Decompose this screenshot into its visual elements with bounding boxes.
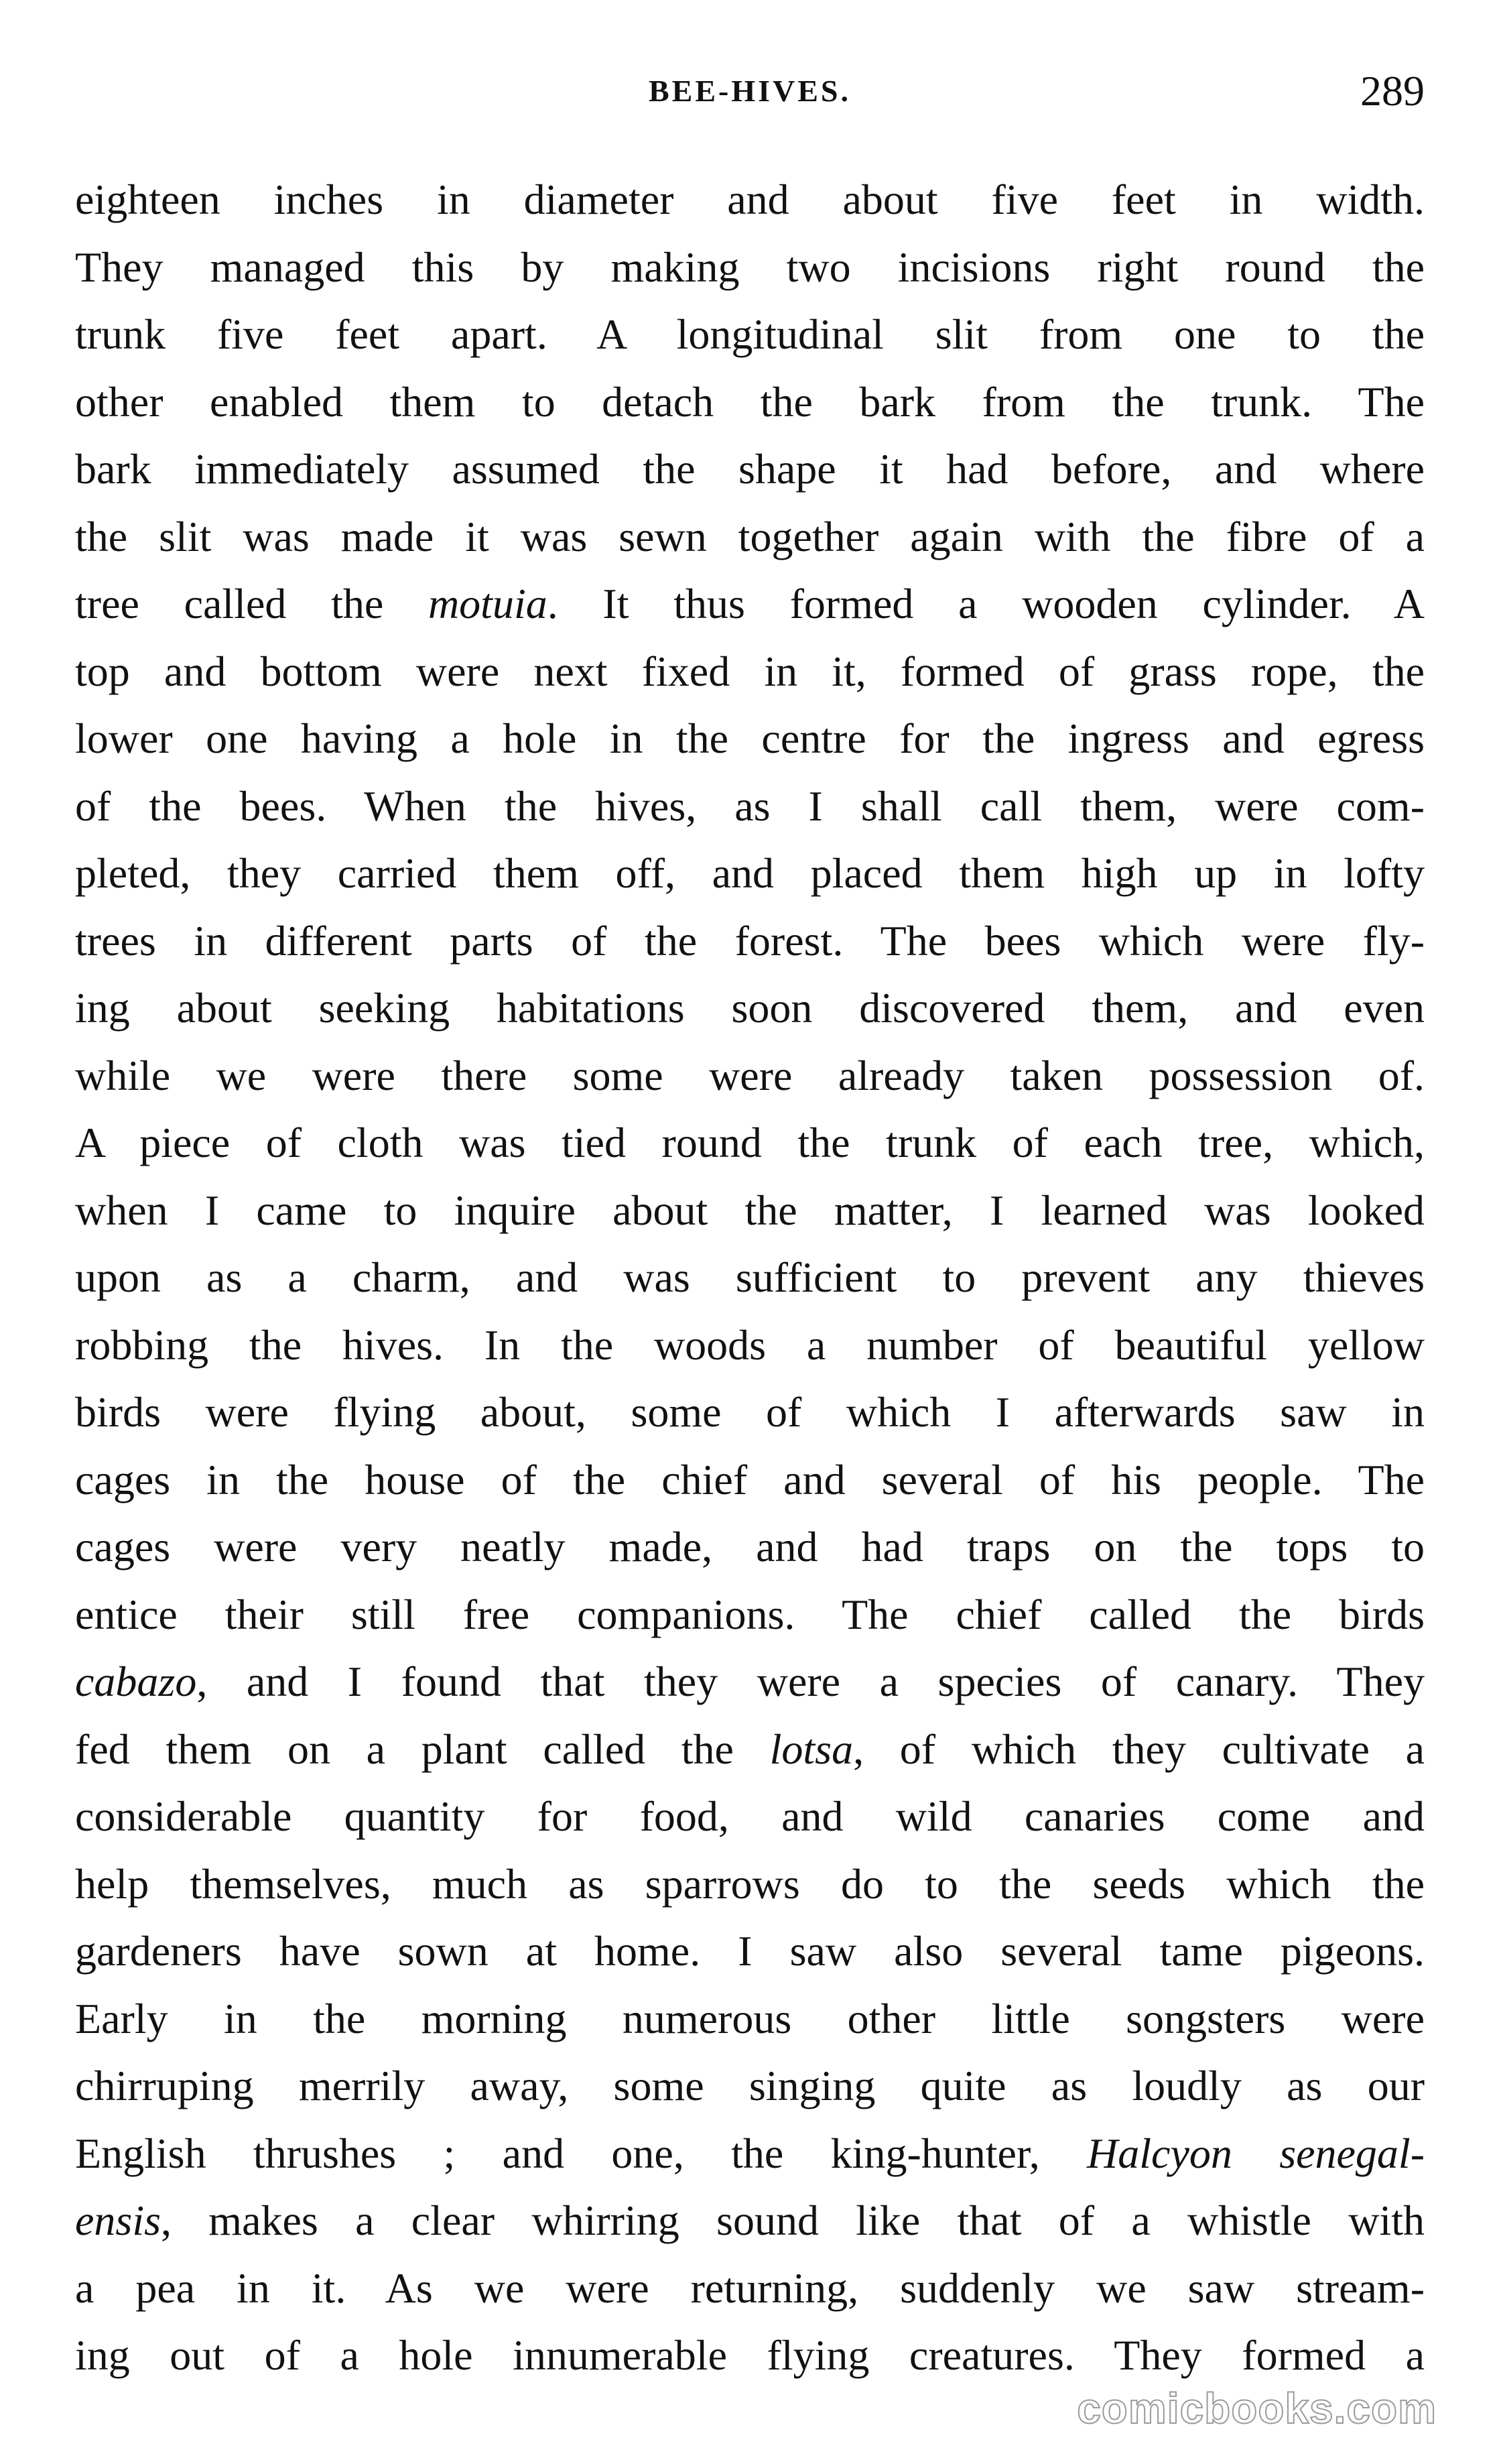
text-run: the slit was made it was sewn together again with the fibre of a [75,512,1425,560]
text-line [75,975,1425,1042]
text-run: top and bottom were next fixed in it, formed of grass rope, the [75,647,1425,695]
text-run: tree called the [75,580,428,627]
text-run: upon as a charm, and was sufficient to prevent any thieves [75,1253,1425,1301]
text-run: cages were very neatly made, and had traps on the tops to [75,1523,1425,1570]
text-line [75,1716,1425,1784]
running-title: BEE-HIVES. [648,74,852,108]
text-run: of the bees. When the hives, as I shall call them, were com- [75,782,1425,830]
text-run: eighteen inches in diameter and about five feet in width. [75,176,1425,223]
text-line [75,503,1425,571]
text-line [75,234,1425,302]
text-line [75,705,1425,773]
text-line [75,1581,1425,1649]
text-run: They managed this by making two incisions right round the [75,243,1425,291]
italic-term: ensis [75,2197,161,2244]
text-run: cages in the house of the chief and several of his people. The [75,1455,1425,1503]
text-line [75,1042,1425,1110]
text-run: . It thus formed a wooden cylinder. A [547,580,1425,627]
text-line [75,1851,1425,1918]
text-line [75,570,1425,638]
text-run: a pea in it. As we were returning, suddenly we saw stream- [75,2264,1425,2312]
text-run: help themselves, much as sparrows do to the seeds which the [75,1859,1425,1908]
text-run: trunk five feet apart. A longitudinal slit from one to the [75,310,1425,358]
text-line [75,2187,1425,2255]
italic-term: motuia [428,580,547,627]
text-run: gardeners have sown at home. I saw also several tame pigeons. [75,1927,1425,1975]
page-number: 289 [1360,67,1425,115]
text-run: pleted, they carried them off, and placed them high up in lofty [75,849,1425,897]
text-line [75,369,1425,436]
text-line [75,2322,1425,2390]
text-line [75,166,1425,234]
text-run: trees in different parts of the forest. The bees which were fly- [75,916,1425,965]
text-run: , makes a clear whirring sound like that of a whistle with [161,2197,1425,2244]
text-run: fed them on a plant called the [75,1725,770,1773]
italic-term: cabazo [75,1658,197,1705]
text-line [75,1446,1425,1514]
running-head [75,64,1425,118]
italic-term: lotsa [769,1725,854,1773]
text-run: ing about seeking habitations soon discovered them, and even [75,984,1425,1032]
text-line [75,301,1425,369]
text-line [75,1312,1425,1379]
text-line [75,638,1425,706]
text-line [75,1379,1425,1446]
text-run: entice their still free companions. The chief called the birds [75,1590,1425,1638]
text-run: English thrushes ; and one, the king-hunter, [75,2129,1088,2177]
text-run: Early in the morning numerous other little songsters were [75,1994,1425,2042]
text-run: robbing the hives. In the woods a number of beautiful yellow [75,1320,1425,1369]
text-run: A piece of cloth was tied round the trunk of each tree, which, [75,1119,1425,1166]
text-line [75,773,1425,841]
text-line [75,2255,1425,2323]
text-line [75,908,1425,975]
text-line [75,1985,1425,2053]
text-run: , and I found that they were a species of canary. They [196,1658,1425,1705]
text-run: lower one having a hole in the centre for the ingress and egress [75,715,1425,762]
text-line [75,1514,1425,1581]
text-line [75,1109,1425,1177]
text-line [75,436,1425,503]
text-run: other enabled them to detach the bark from the trunk. The [75,377,1425,426]
body-text [75,166,1425,2390]
text-line [75,840,1425,908]
text-line [75,1244,1425,1312]
text-run: while we were there some were already taken possession of. [75,1051,1425,1099]
watermark-logo: comicbooks.com [1077,2384,1437,2432]
text-run: chirruping merrily away, some singing quite as loudly as our [75,2062,1425,2109]
text-run: ing out of a hole innumerable flying creatures. They formed a [75,2331,1425,2379]
text-run: considerable quantity for food, and wild canaries come and [75,1792,1425,1840]
text-line [75,1783,1425,1851]
text-run: birds were flying about, some of which I afterwards saw in [75,1388,1425,1436]
text-line [75,1648,1425,1716]
text-run: when I came to inquire about the matter, I learned was looked [75,1186,1425,1234]
text-run: bark immediately assumed the shape it had before, and where [75,445,1425,493]
text-line [75,1918,1425,1985]
text-line [75,2052,1425,2120]
text-line [75,2120,1425,2188]
text-run: , of which they cultivate a [853,1725,1425,1773]
text-line [75,1177,1425,1245]
italic-term: Halcyon senegal- [1087,2129,1425,2177]
